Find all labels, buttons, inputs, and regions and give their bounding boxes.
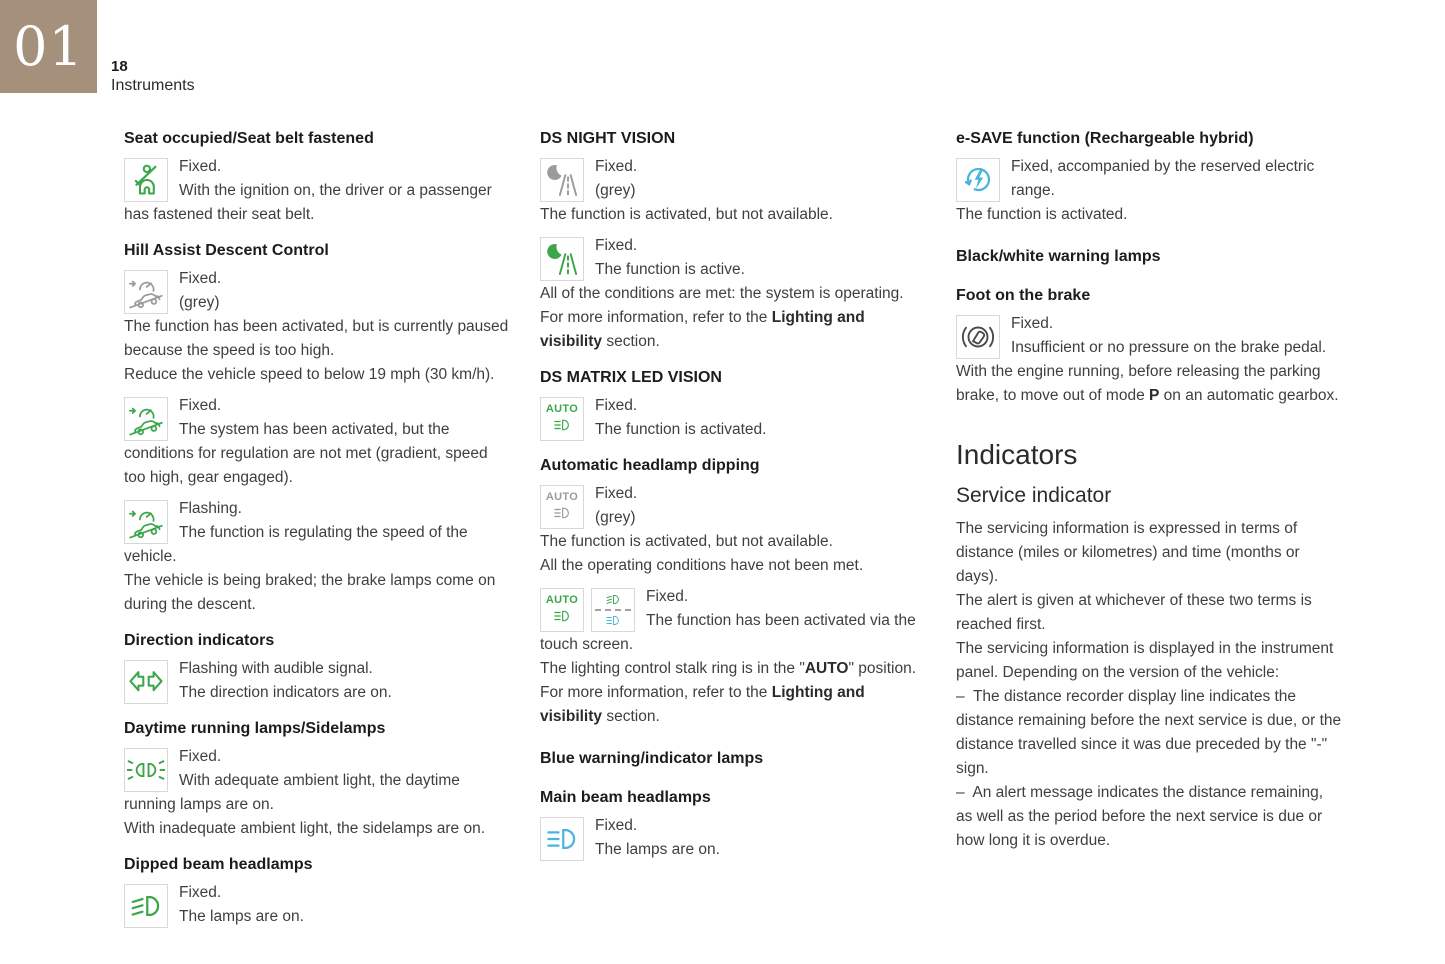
- indicator-description: The system has been activated, but the conditions for regulation are not met (gradient, speed too high, gear engaged).: [124, 421, 488, 486]
- indicator-entry-hill-grey: [124, 267, 510, 387]
- heading-ds-night-vision: DS NIGHT VISION: [540, 130, 676, 147]
- dipped-beam-icon: [124, 884, 168, 928]
- indicator-description: The function is active.: [595, 261, 745, 278]
- hill-descent-icon: [124, 500, 168, 544]
- indicator-colour-note: (grey): [595, 509, 636, 526]
- indicator-description: The vehicle is being braked; the brake lamps come on during the descent.: [124, 572, 496, 613]
- indicator-entry-drl: [124, 745, 510, 841]
- column-2: [540, 128, 926, 936]
- indicator-colour-note: (grey): [595, 182, 636, 199]
- heading-daytime-lamps: Daytime running lamps/Sidelamps: [124, 720, 386, 737]
- indicator-colour-note: (grey): [179, 294, 220, 311]
- heading-auto-headlamp-dipping: Automatic headlamp dipping: [540, 457, 760, 474]
- indicator-state: Fixed.: [1011, 315, 1054, 332]
- indicator-description: The function is regulating the speed of the vehicle.: [124, 524, 468, 565]
- indicator-entry-hill-flashing: [124, 497, 510, 617]
- indicator-state: Fixed.: [646, 588, 689, 605]
- heading-hill-assist: Hill Assist Descent Control: [124, 242, 329, 259]
- indicator-entry-hill-fixed: [124, 394, 510, 490]
- main-beam-icon: [540, 817, 584, 861]
- more-info-post: section.: [602, 708, 660, 725]
- indicator-state: Fixed.: [179, 397, 222, 414]
- more-info-pre: For more information, refer to the: [540, 309, 772, 326]
- indicator-entry-direction: [124, 657, 510, 705]
- esave-recharge-icon: [956, 158, 1000, 202]
- indicator-state: Fixed.: [179, 884, 222, 901]
- indicator-state: Fixed.: [595, 237, 638, 254]
- indicator-description: Reduce the vehicle speed to below 19 mph (30 km/h).: [124, 366, 495, 383]
- stalk-pre: The lighting control stalk ring is in the ": [540, 660, 805, 677]
- indicator-description: The direction indicators are on.: [179, 684, 392, 701]
- indicator-state: Fixed.: [179, 158, 222, 175]
- matrix-beam-split-icon: [591, 588, 635, 632]
- hill-descent-icon: [124, 270, 168, 314]
- indicator-entry-dipped: [124, 881, 510, 929]
- indicator-description: The function has been activated via the touch screen.: [540, 612, 916, 653]
- night-vision-icon: [540, 237, 584, 281]
- indicator-state: Flashing.: [179, 500, 242, 517]
- section-heading-bw-lamps: Black/white warning lamps: [956, 248, 1161, 265]
- indicator-entry-autodip-grey: [540, 482, 926, 578]
- auto-headlamp-icon: [540, 485, 584, 529]
- more-info-note: [540, 681, 926, 729]
- heading-dipped-beam: Dipped beam headlamps: [124, 856, 313, 873]
- chapter-title: Instruments: [111, 77, 195, 94]
- indicator-state: Fixed.: [595, 158, 638, 175]
- auto-icon-label: AUTO: [545, 403, 579, 415]
- heading-direction-indicators: Direction indicators: [124, 632, 275, 649]
- indicator-description: The lamps are on.: [179, 908, 304, 925]
- indicator-state: Fixed, accompanied by the reserved electric range.: [1011, 158, 1315, 199]
- foot-note-bold: P: [1149, 387, 1160, 404]
- heading-ds-matrix-led: DS MATRIX LED VISION: [540, 369, 722, 386]
- direction-indicators-icon: [124, 660, 168, 704]
- foot-note-post: on an automatic gearbox.: [1159, 387, 1339, 404]
- indicator-entry-mainbeam: [540, 814, 926, 862]
- indicator-description: The function has been activated, but is currently paused because the speed is too high.: [124, 318, 509, 359]
- more-info-pre: For more information, refer to the: [540, 684, 772, 701]
- chapter-number: 01: [13, 14, 84, 78]
- indicator-entry-seatbelt: [124, 155, 510, 227]
- daytime-running-lamps-icon: [124, 748, 168, 792]
- indicator-entry-autodip-touch: [540, 585, 926, 729]
- foot-on-brake-icon: [956, 315, 1000, 359]
- indicator-entry-matrix: [540, 394, 926, 442]
- indicator-description: With adequate ambient light, the daytime running lamps are on.: [124, 772, 460, 813]
- hill-descent-icon: [124, 397, 168, 441]
- foot-brake-note: [956, 360, 1342, 408]
- page-header: [111, 57, 195, 96]
- auto-headlamp-icon: [540, 397, 584, 441]
- indicator-description: All of the conditions are met: the system is operating.: [540, 285, 904, 302]
- more-info-post: section.: [602, 333, 660, 350]
- indicator-entry-esave: [956, 155, 1342, 227]
- indicator-description: With the ignition on, the driver or a passenger has fastened their seat belt.: [124, 182, 492, 223]
- heading-foot-on-brake: Foot on the brake: [956, 287, 1091, 304]
- service-paragraph: The servicing information is expressed in terms of distance (miles or kilometres) and time (months or days).: [956, 520, 1300, 585]
- seat-belt-icon: [124, 158, 168, 202]
- auto-headlamp-icon: [540, 588, 584, 632]
- indicator-state: Fixed.: [595, 817, 638, 834]
- indicator-description: With inadequate ambient light, the sidelamps are on.: [124, 820, 486, 837]
- indicator-state: Flashing with audible signal.: [179, 660, 373, 677]
- column-3: [956, 128, 1342, 936]
- foot-note-pre: With the engine running, before releasing the parking brake, to move out of mode: [956, 363, 1321, 404]
- indicator-entry-nightvision-grey: [540, 155, 926, 227]
- heading-seat-occupied: Seat occupied/Seat belt fastened: [124, 130, 374, 147]
- auto-icon-label: AUTO: [545, 594, 579, 606]
- section-heading-blue-lamps: Blue warning/indicator lamps: [540, 750, 764, 767]
- page-content: [124, 128, 1342, 936]
- split-divider: [595, 609, 631, 611]
- service-bullet: – An alert message indicates the distance remaining, as well as the period before the next service is due or how long it is overdue.: [956, 784, 1324, 849]
- indicator-description: The lamps are on.: [595, 841, 720, 858]
- indicator-description: Insufficient or no pressure on the brake pedal.: [1011, 339, 1327, 356]
- auto-icon-label: AUTO: [545, 491, 579, 503]
- column-1: [124, 128, 510, 936]
- subsection-title-service-indicator: Service indicator: [956, 484, 1112, 507]
- more-info-note: [540, 306, 926, 354]
- section-title-indicators: Indicators: [956, 439, 1078, 470]
- stalk-post: " position.: [848, 660, 917, 677]
- indicator-description: The function is activated.: [956, 206, 1128, 223]
- indicator-description: The function is activated, but not available.: [540, 206, 833, 223]
- indicator-entry-foot-brake: [956, 312, 1342, 408]
- night-vision-icon: [540, 158, 584, 202]
- stalk-bold: AUTO: [804, 660, 849, 677]
- service-paragraph: The servicing information is displayed in the instrument panel. Depending on the version of the vehicle:: [956, 640, 1334, 681]
- service-paragraph: The alert is given at whichever of these two terms is reached first.: [956, 592, 1312, 633]
- indicator-description: The function is activated, but not available.: [540, 533, 833, 550]
- stalk-note: [540, 657, 926, 681]
- heading-main-beam: Main beam headlamps: [540, 789, 711, 806]
- indicator-state: Fixed.: [595, 485, 638, 502]
- heading-esave: e-SAVE function (Rechargeable hybrid): [956, 130, 1254, 147]
- service-bullet: – The distance recorder display line indicates the distance remaining before the next service is due, or the distance travelled since it was due preceded by the "-" sign.: [956, 688, 1342, 777]
- more-info-bold: Lighting and visibility: [540, 684, 865, 725]
- indicator-description: All the operating conditions have not been met.: [540, 557, 864, 574]
- indicator-entry-nightvision-green: [540, 234, 926, 354]
- more-info-bold: Lighting and visibility: [540, 309, 865, 350]
- indicator-state: Fixed.: [595, 397, 638, 414]
- page-number: 18: [111, 58, 128, 75]
- indicator-state: Fixed.: [179, 748, 222, 765]
- indicator-state: Fixed.: [179, 270, 222, 287]
- indicator-description: The function is activated.: [595, 421, 767, 438]
- chapter-box: [0, 0, 97, 93]
